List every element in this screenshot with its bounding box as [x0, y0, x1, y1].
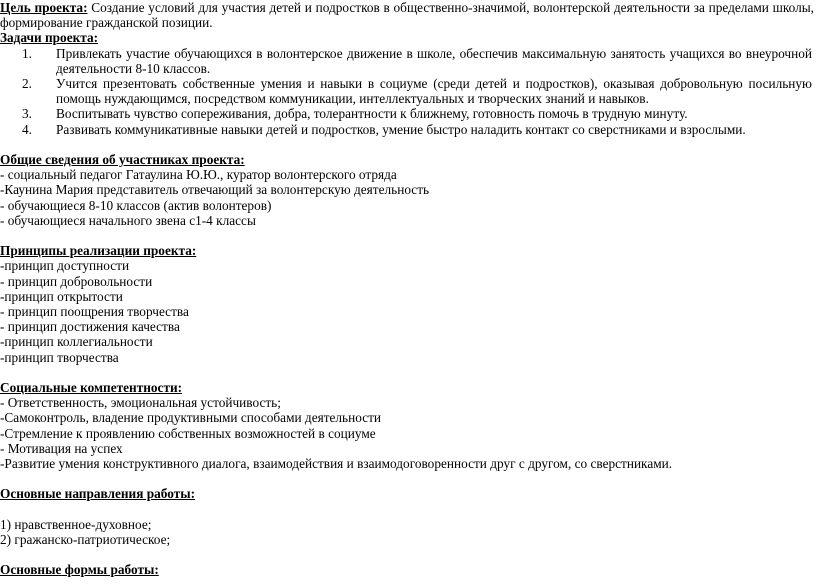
participants-heading: Общие сведения об участниках проекта:: [0, 152, 245, 168]
goal-paragraph: [0, 0, 816, 30]
task-text: Привлекать участие обучающихся в волонтерское движение в школе, обеспечив максимальную занятость учащихся во внеурочной деятельности 8-10 классов.: [56, 45, 812, 76]
task-item: [0, 76, 816, 106]
principle-line: -принцип творчества: [0, 349, 119, 365]
forms-heading: Основные формы работы:: [0, 562, 159, 578]
task-text: Развивать коммуникативные навыки детей и подростков, умение быстро наладить контакт со сверстниками и взрослыми.: [56, 121, 746, 137]
task-item: [0, 106, 816, 121]
principle-line: -принцип открытости: [0, 288, 123, 304]
principle-line: - принцип достижения качества: [0, 319, 180, 335]
participant-line: -Каунина Мария представитель отвечающий за волонтерскую деятельность: [0, 182, 430, 198]
task-text: Учится презентовать собственные умения и навыки в социуме (среди детей и подростков), оказывая добровольную посильную помощь нуждающимся, посредством коммуникации, интеллектуальных и творческих знаний и навыков.: [56, 76, 812, 107]
competency-line: -Самоконтроль, владение продуктивными способами деятельности: [0, 410, 382, 426]
participant-line: - обучающиеся начального звена с1-4 классы: [0, 212, 256, 228]
participant-line: - обучающиеся 8-10 классов (актив волонтеров): [0, 197, 272, 213]
competency-line: -Стремление к проявлению собственных возможностей в социуме: [0, 425, 376, 441]
goal-label: Цель проекта:: [0, 0, 88, 15]
principle-line: -принцип коллегиальности: [0, 334, 153, 350]
spacer: [0, 502, 816, 517]
task-text: Воспитывать чувство сопереживания, добра, толерантности к ближнему, готовность помочь в трудную минуту.: [56, 106, 688, 122]
task-item: [0, 122, 816, 137]
task-number: 1.: [22, 45, 32, 61]
spacer: [0, 471, 816, 486]
competency-line: - Мотивация на успех: [0, 440, 123, 456]
task-item: [0, 46, 816, 76]
spacer: [0, 365, 816, 380]
competencies-heading: Социальные компетентности:: [0, 380, 183, 396]
principle-line: - принцип добровольности: [0, 273, 153, 289]
spacer: [0, 228, 816, 243]
goal-text: Создание условий для участия детей и подростков в общественно-значимой, волонтерской деятельности за пределами школы, формирование гражданской позиции.: [0, 0, 814, 31]
task-number: 3.: [22, 106, 32, 122]
spacer: [0, 547, 816, 562]
tasks-heading: Задачи проекта:: [0, 30, 99, 46]
principle-line: - принцип поощрения творчества: [0, 304, 189, 320]
competency-line: -Развитие умения конструктивного диалога, взаимодействия и взаимодоговоренности друг с другом, со сверстниками.: [0, 456, 673, 472]
tasks-list: [0, 46, 816, 137]
task-number: 4.: [22, 121, 32, 137]
direction-line: 2) гражанско-патриотическое;: [0, 532, 171, 548]
directions-heading: Основные направления работы:: [0, 486, 196, 502]
task-number: 2.: [22, 76, 32, 92]
spacer: [0, 137, 816, 152]
principle-line: -принцип доступности: [0, 258, 130, 274]
participant-line: - социальный педагог Гатаулина Ю.Ю., куратор волонтерского отряда: [0, 167, 397, 183]
competency-line: - Ответственность, эмоциональная устойчивость;: [0, 395, 281, 411]
direction-line: 1) нравственное-духовное;: [0, 516, 152, 532]
principles-heading: Принципы реализации проекта:: [0, 243, 197, 259]
